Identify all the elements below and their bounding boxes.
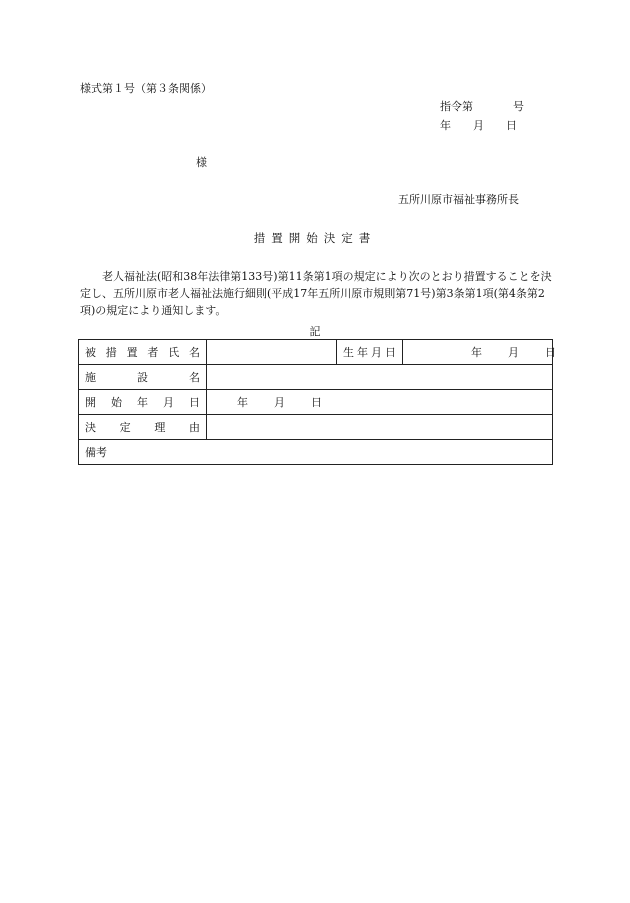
start-month-label: 月 (274, 396, 285, 409)
birth-day-label: 日 (545, 346, 556, 359)
start-date-field[interactable] (207, 390, 553, 415)
start-year-label: 年 (237, 396, 248, 409)
decision-table (78, 339, 556, 465)
issue-date-day: 日 (506, 119, 517, 132)
name-label: 被措置者氏名 (79, 340, 207, 365)
start-day-label: 日 (311, 396, 322, 409)
reason-field[interactable] (207, 415, 553, 440)
document-title: 措置開始決定書 (253, 231, 377, 245)
issuer-name: 五所川原市福祉事務所長 (398, 193, 519, 206)
issue-date-line (440, 120, 517, 131)
facility-label: 施設名 (79, 365, 207, 390)
facility-field[interactable] (207, 365, 553, 390)
birthdate-label: 生年月日 (337, 340, 403, 365)
order-prefix: 指令第 (440, 100, 473, 113)
form-number: 様式第１号（第３条関係） (80, 82, 212, 95)
remarks-label: 備考 (85, 446, 107, 459)
issue-date-year: 年 (440, 119, 451, 132)
ki-label: 記 (309, 325, 321, 338)
birth-month-label: 月 (508, 346, 519, 359)
table-row (79, 440, 553, 465)
birthdate-field[interactable] (403, 340, 556, 365)
body-paragraph: 老人福祉法(昭和38年法律第133号)第11条第1項の規定により次のとおり措置することを決定し、五所川原市老人福祉法施行細則(平成17年五所川原市規則第71号)第3条第1項(第4条第2項)の規定により通知します。 (80, 270, 552, 317)
issue-date-month: 月 (473, 119, 484, 132)
start-date-label: 開始年月日 (79, 390, 207, 415)
reason-label: 決定理由 (79, 415, 207, 440)
name-field[interactable] (207, 340, 337, 365)
birth-year-label: 年 (471, 346, 482, 359)
addressee-suffix: 様 (196, 156, 207, 169)
remarks-field[interactable] (79, 440, 553, 465)
table-row (79, 365, 553, 390)
order-suffix: 号 (513, 100, 524, 113)
table-row (79, 340, 553, 365)
table-row (79, 390, 553, 415)
order-number-line (440, 101, 524, 112)
table-row (79, 415, 553, 440)
